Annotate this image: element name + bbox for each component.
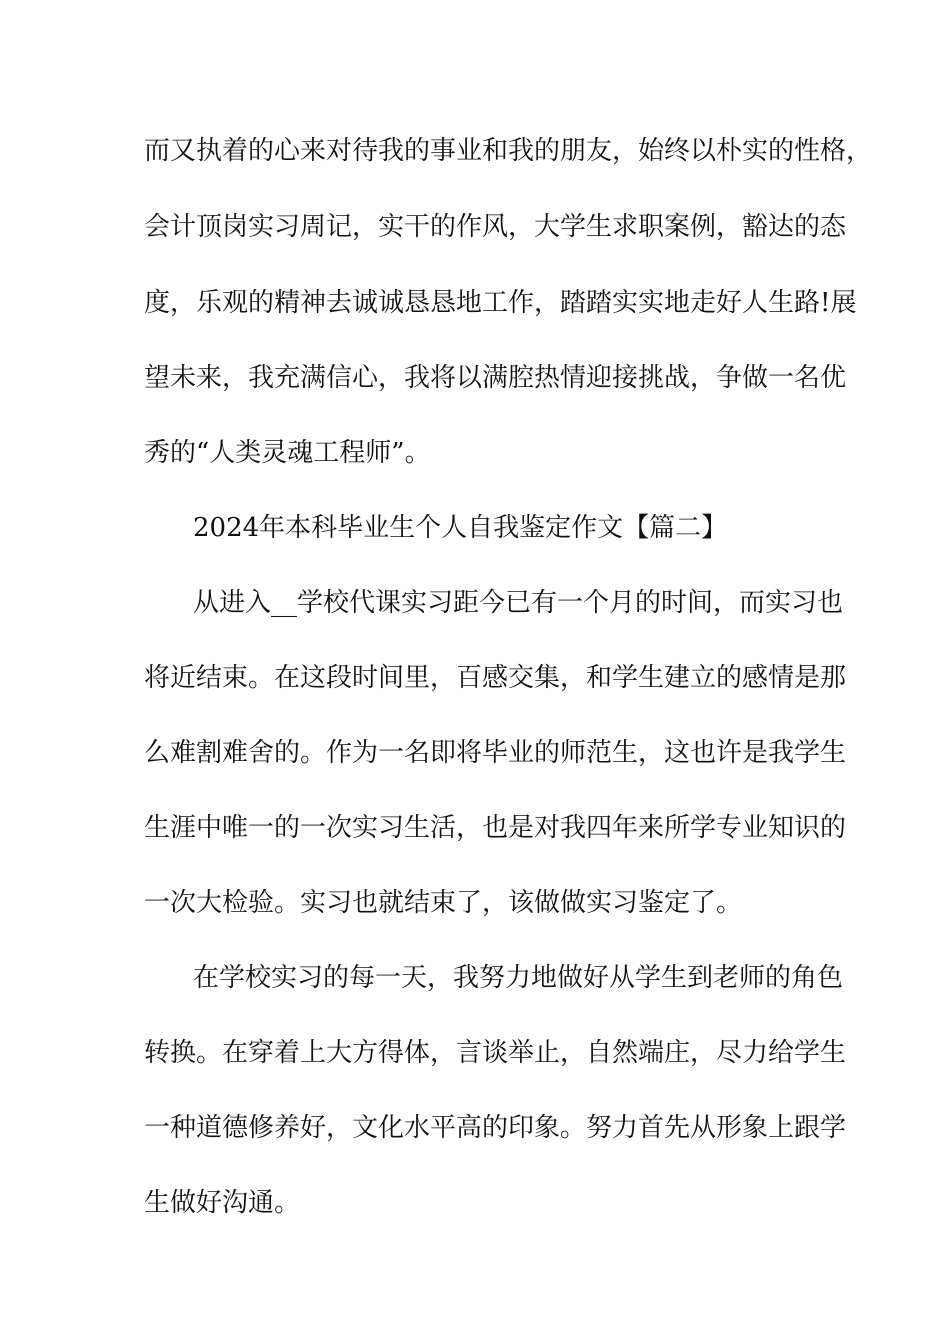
paragraph-line: 一种道德修养好，文化水平高的印象。努力首先从形象上跟学 — [144, 1113, 847, 1143]
paragraph-line: 秀的“人类灵魂工程师”。 — [144, 438, 431, 468]
section-heading: 2024年本科毕业生个人自我鉴定作文【篇二】 — [193, 513, 728, 543]
paragraph-line: 生做好沟通。 — [144, 1188, 301, 1218]
paragraph-line: 在学校实习的每一天，我努力地做好从学生到老师的角色 — [193, 963, 844, 993]
paragraph-line: 而又执着的心来对待我的事业和我的朋友，始终以朴实的性格， — [144, 136, 873, 166]
paragraph-line: 将近结束。在这段时间里，百感交集，和学生建立的感情是那 — [144, 663, 847, 693]
paragraph-line: 生涯中唯一的一次实习生活，也是对我四年来所学专业知识的 — [144, 813, 847, 843]
paragraph-line: 么难割难舍的。作为一名即将毕业的师范生，这也许是我学生 — [144, 738, 847, 768]
paragraph-line: 度，乐观的精神去诚诚恳恳地工作，踏踏实实地走好人生路!展 — [144, 288, 857, 318]
paragraph-line: 转换。在穿着上大方得体，言谈举止，自然端庄，尽力给学生 — [144, 1038, 847, 1068]
paragraph-line: 一次大检验。实习也就结束了，该做做实习鉴定了。 — [144, 888, 743, 918]
paragraph-line: 望未来，我充满信心，我将以满腔热情迎接挑战，争做一名优 — [144, 363, 847, 393]
paragraph-line: 会计顶岗实习周记，实干的作风，大学生求职案例，豁达的态 — [144, 212, 847, 242]
paragraph-line: 从进入__学校代课实习距今已有一个月的时间，而实习也 — [193, 588, 844, 618]
